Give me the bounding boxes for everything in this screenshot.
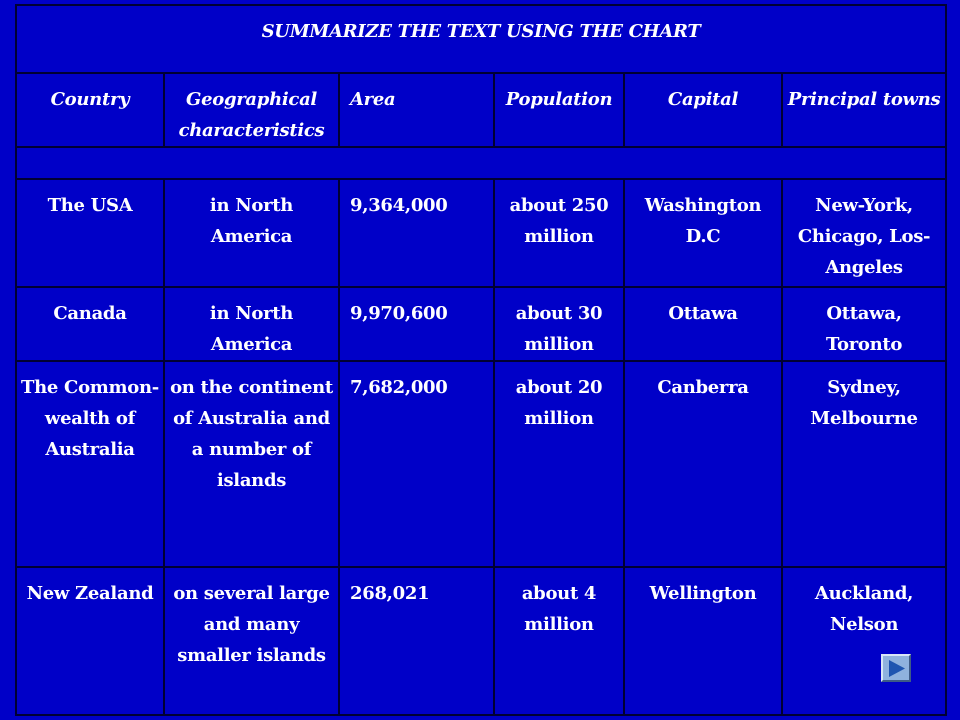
cell-country: New Zealand <box>16 567 164 715</box>
cell-population: about 250 million <box>494 179 624 287</box>
spacer-row <box>16 147 946 179</box>
table-title: SUMMARIZE THE TEXT USING THE CHART <box>16 5 946 73</box>
header-country: Country <box>16 73 164 147</box>
cell-capital: Wellington <box>624 567 782 715</box>
spacer-cell <box>16 147 946 179</box>
cell-area: 9,970,600 <box>339 287 494 361</box>
cell-towns: New-York, Chicago, Los-Angeles <box>782 179 946 287</box>
cell-population: about 4 million <box>494 567 624 715</box>
cell-capital: Canberra <box>624 361 782 567</box>
cell-country: The Common-wealth of Australia <box>16 361 164 567</box>
play-triangle-icon <box>889 660 905 677</box>
table-row <box>16 567 946 715</box>
cell-geo: on the continent of Australia and a number of islands <box>164 361 339 567</box>
cell-population: about 30 million <box>494 287 624 361</box>
table-row <box>16 287 946 361</box>
cell-towns: Ottawa, Toronto <box>782 287 946 361</box>
cell-geo: in North America <box>164 287 339 361</box>
cell-area: 9,364,000 <box>339 179 494 287</box>
header-area: Area <box>339 73 494 147</box>
cell-population: about 20 million <box>494 361 624 567</box>
cell-towns: Auckland, Nelson <box>782 567 946 715</box>
header-geo: Geographical characteristics <box>164 73 339 147</box>
cell-capital: Ottawa <box>624 287 782 361</box>
table-row <box>16 361 946 567</box>
title-row <box>16 5 946 73</box>
cell-country: The USA <box>16 179 164 287</box>
next-slide-button[interactable] <box>881 654 911 682</box>
header-towns: Principal towns <box>782 73 946 147</box>
summary-table <box>15 4 947 716</box>
cell-towns: Sydney, Melbourne <box>782 361 946 567</box>
cell-capital: Washington D.C <box>624 179 782 287</box>
cell-area: 268,021 <box>339 567 494 715</box>
cell-area: 7,682,000 <box>339 361 494 567</box>
header-row <box>16 73 946 147</box>
cell-geo: in North America <box>164 179 339 287</box>
cell-geo: on several large and many smaller islands <box>164 567 339 715</box>
header-capital: Capital <box>624 73 782 147</box>
table-row <box>16 179 946 287</box>
cell-country: Canada <box>16 287 164 361</box>
header-population: Population <box>494 73 624 147</box>
